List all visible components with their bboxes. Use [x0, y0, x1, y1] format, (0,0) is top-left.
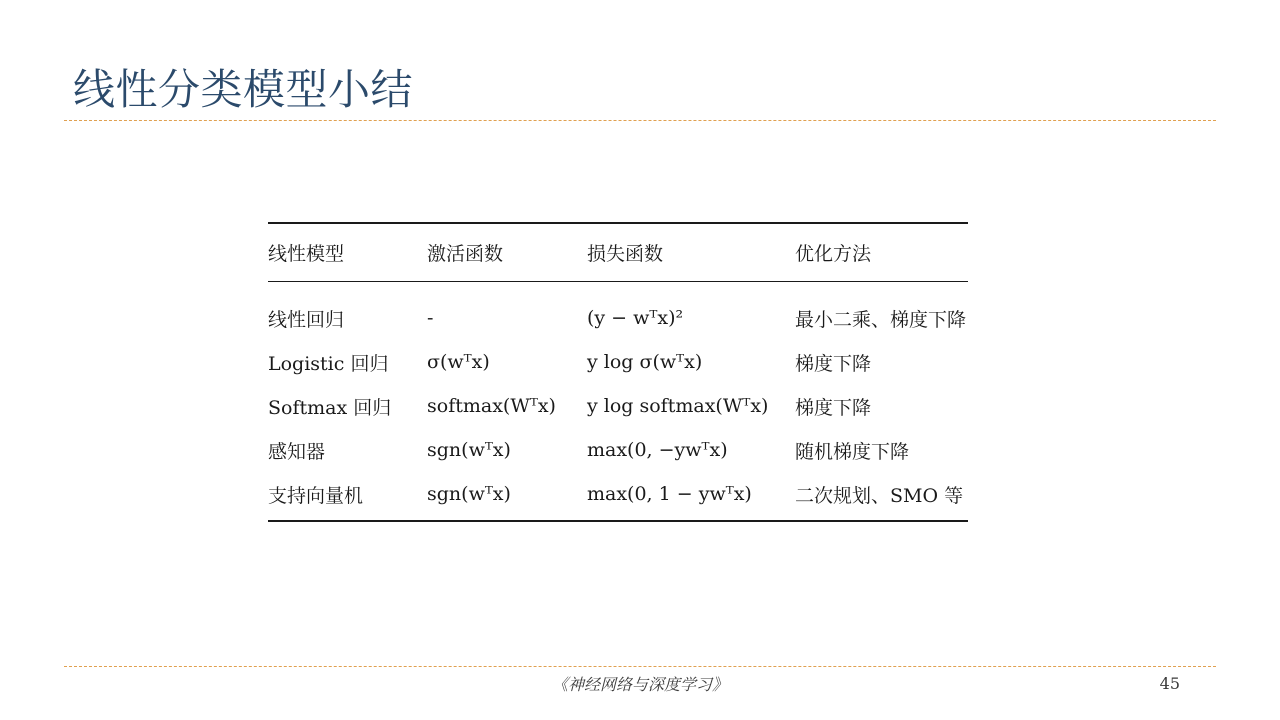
cell-activation: σ(wᵀx): [427, 351, 490, 373]
cell-model: Softmax 回归: [268, 396, 392, 419]
slide-title: 线性分类模型小结: [73, 65, 414, 114]
cell-optimizer: 梯度下降: [795, 396, 872, 419]
cell-activation: -: [427, 307, 434, 329]
header-linear-model: 线性模型: [268, 243, 345, 265]
cell-optimizer: 随机梯度下降: [795, 440, 910, 463]
header-optimizer: 优化方法: [795, 243, 872, 265]
table-row: [268, 340, 968, 384]
cell-activation: sgn(wᵀx): [427, 483, 511, 505]
cell-loss: (y − wᵀx)²: [587, 307, 684, 329]
table-row: [268, 472, 968, 521]
cell-model: Logistic 回归: [268, 352, 389, 375]
cell-model: 支持向量机: [268, 484, 364, 507]
cell-activation: sgn(wᵀx): [427, 439, 511, 461]
cell-loss: max(0, 1 − ywᵀx): [587, 483, 752, 505]
cell-model: 感知器: [268, 440, 326, 463]
table-row: [268, 384, 968, 428]
table-row: [268, 428, 968, 472]
cell-model: 线性回归: [268, 308, 345, 331]
table-header-row: [268, 223, 968, 282]
table-row: [268, 282, 968, 341]
footer-book-title: 《神经网络与深度学习》: [551, 675, 728, 694]
cell-optimizer: 最小二乘、梯度下降: [795, 308, 967, 331]
cell-activation: softmax(Wᵀx): [427, 395, 556, 417]
linear-models-table: [268, 222, 968, 522]
cell-optimizer: 二次规划、SMO 等: [795, 484, 964, 507]
page-number: 45: [1159, 674, 1180, 693]
cell-optimizer: 梯度下降: [795, 352, 872, 375]
cell-loss: y log softmax(Wᵀx): [587, 395, 769, 417]
cell-loss: y log σ(wᵀx): [587, 351, 703, 373]
cell-loss: max(0, −ywᵀx): [587, 439, 728, 461]
title-divider: [64, 120, 1216, 121]
header-activation: 激活函数: [427, 243, 504, 265]
header-loss: 损失函数: [587, 243, 664, 265]
footer-divider: [64, 666, 1216, 667]
